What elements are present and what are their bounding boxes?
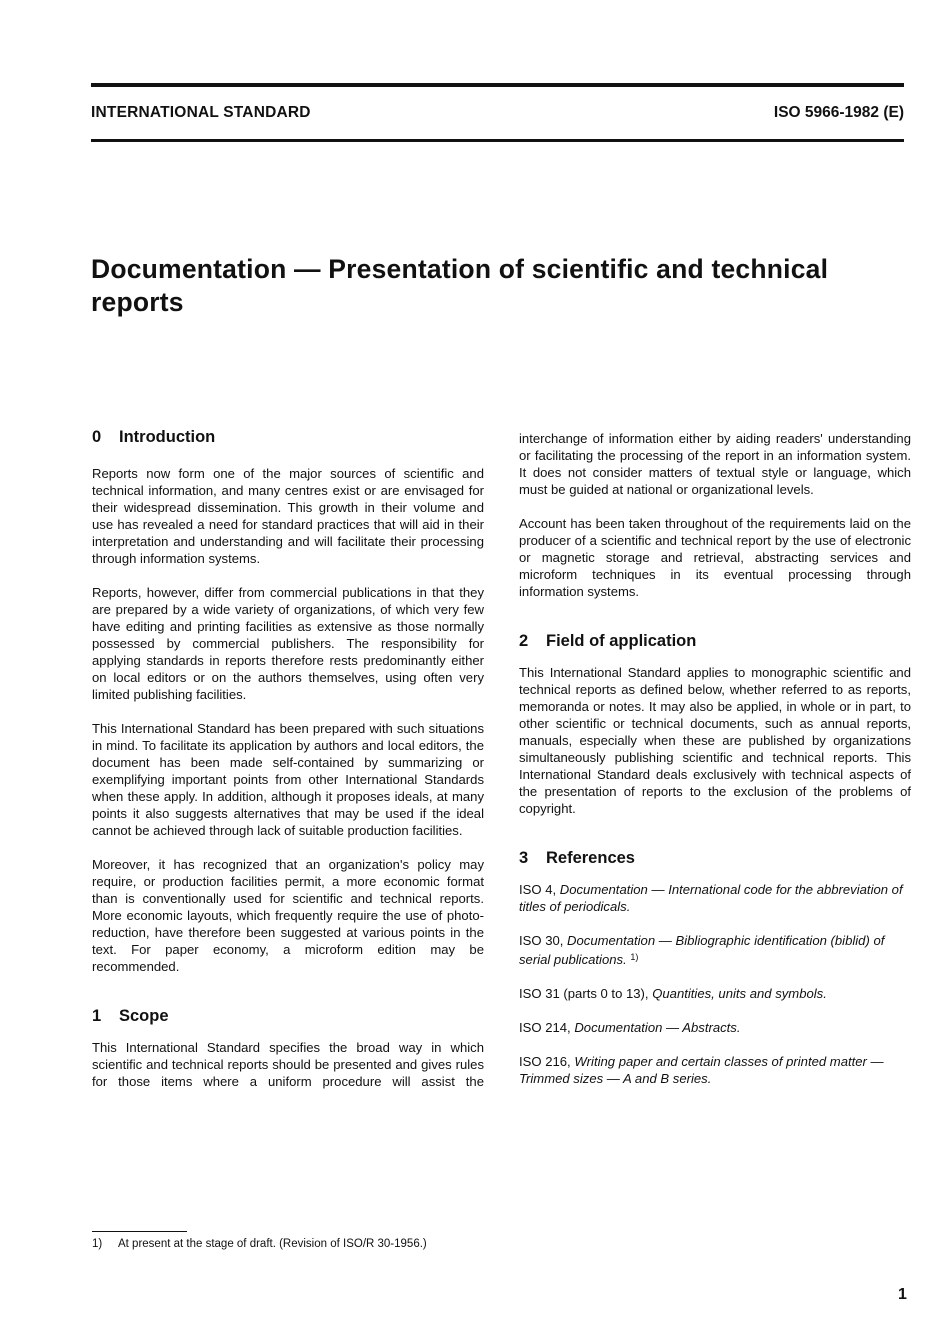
paragraph: Moreover, it has recognized that an organization's policy may require, or production facilities permit, a more economic format than is conventionally used for scientific and technical reports. More economic layouts, which frequently require the use of photo-reduction, have therefore been suggested at various points in the text. For paper economy, a microform edition may be recommended.: [92, 857, 484, 974]
reference-item: [519, 881, 911, 915]
footnote-mark: 1): [92, 1238, 103, 1250]
section-number: 0: [92, 428, 102, 446]
footnote: [92, 1238, 427, 1250]
reference-title: Quantities, units and symbols.: [652, 986, 827, 1001]
left-column: [92, 426, 484, 1090]
document-title: Documentation — Presentation of scientific and technical reports: [91, 254, 829, 317]
section-title: Introduction: [119, 428, 216, 446]
reference-parts: (parts 0 to 13),: [563, 986, 653, 1001]
reference-item: [519, 1019, 911, 1036]
reference-id: ISO 4,: [519, 882, 560, 897]
section-heading-introduction: [92, 426, 484, 448]
footnote-text: At present at the stage of draft. (Revision of ISO/R 30-1956.): [118, 1238, 427, 1250]
paragraph: Reports now form one of the major sources of scientific and technical information, and many centres exist or are envisaged for their widespread dissemination. This growth in their volume and use has revealed a need for standard practices that will aid in their interpretation and understanding and will facilitate their processing through information systems.: [92, 466, 484, 566]
section-title: Field of application: [546, 632, 697, 650]
reference-title: Documentation — Bibliographic identification (biblid) of serial publications.: [519, 933, 885, 967]
reference-title: Documentation — International code for the abbreviation of titles of periodicals.: [519, 882, 903, 914]
section-heading-references: [519, 847, 911, 869]
section-number: 1: [92, 1007, 102, 1025]
paragraph-continued: interchange of information either by aiding readers' understanding or facilitating the processing of the report in an information system. It does not consider matters of textual style or language, which must be guided at national or organizational levels.: [519, 431, 911, 497]
section-number: 3: [519, 849, 529, 867]
reference-id: ISO 216,: [519, 1054, 575, 1069]
section-heading-scope: [92, 1005, 484, 1027]
section-heading-field-of-application: [519, 630, 911, 652]
header-standard-number: ISO 5966-1982 (E): [773, 104, 904, 121]
footnote-rule: [92, 1231, 187, 1232]
paragraph: Account has been taken throughout of the requirements laid on the producer of a scientific and technical report by the use of electronic or magnetic storage and retrieval, abstracting services and microform techniques in its eventual processing through information systems.: [519, 516, 911, 599]
paragraph: This International Standard specifies the broad way in which scientific and technical reports should be presented and gives rules for those items where a uniform procedure will assist the: [92, 1040, 484, 1089]
reference-id: ISO 31: [519, 986, 564, 1001]
paragraph: This International Standard applies to monographic scientific and technical reports as defined below, whether referred to as reports, memoranda or notes. It may also be applied, in whole or in part, to other scientific or technical documents, such as annual reports, manuals, especially when these are published by organizations simultaneously publishing scientific and technical reports. This International Standard deals exclusively with technical aspects of the presentation of reports to the exclusion of the problems of copyright.: [519, 665, 911, 816]
reference-id: ISO 30,: [519, 933, 568, 948]
page-number: 1: [898, 1286, 907, 1303]
reference-title: Writing paper and certain classes of printed matter — Trimmed sizes — A and B series.: [519, 1054, 884, 1086]
section-title: References: [546, 849, 635, 867]
footnote-reference: 1): [630, 952, 639, 962]
right-column: [519, 430, 911, 1087]
section-number: 2: [519, 632, 529, 650]
paragraph: Reports, however, differ from commercial publications in that they are prepared by a wide variety of organizations, of which very few have editing and printing facilities as extensive as those normally possessed by commercial publishers. The responsibility for applying standards in reports therefore rests predominantly either on local editors or on the authors themselves, using often very limited publishing facilities.: [92, 585, 484, 702]
reference-item: [519, 985, 911, 1002]
reference-item: [519, 1053, 911, 1087]
reference-item: [519, 932, 911, 968]
header-standard-type: INTERNATIONAL STANDARD: [91, 104, 311, 121]
reference-id: ISO 214,: [519, 1020, 575, 1035]
header-rule-top: [91, 83, 904, 87]
paragraph: This International Standard has been prepared with such situations in mind. To facilitate its application by authors and local editors, the document has been made self-contained by summarizing or exemplifying important points from other International Standards when these apply. In addition, although it proposes ideals, at many points it also suggests alternatives that may be used if the ideal cannot be achieved through lack of suitable production facilities.: [92, 721, 484, 838]
reference-title: Documentation — Abstracts.: [574, 1020, 741, 1035]
header-rule-bottom: [91, 139, 904, 142]
section-title: Scope: [119, 1007, 169, 1025]
